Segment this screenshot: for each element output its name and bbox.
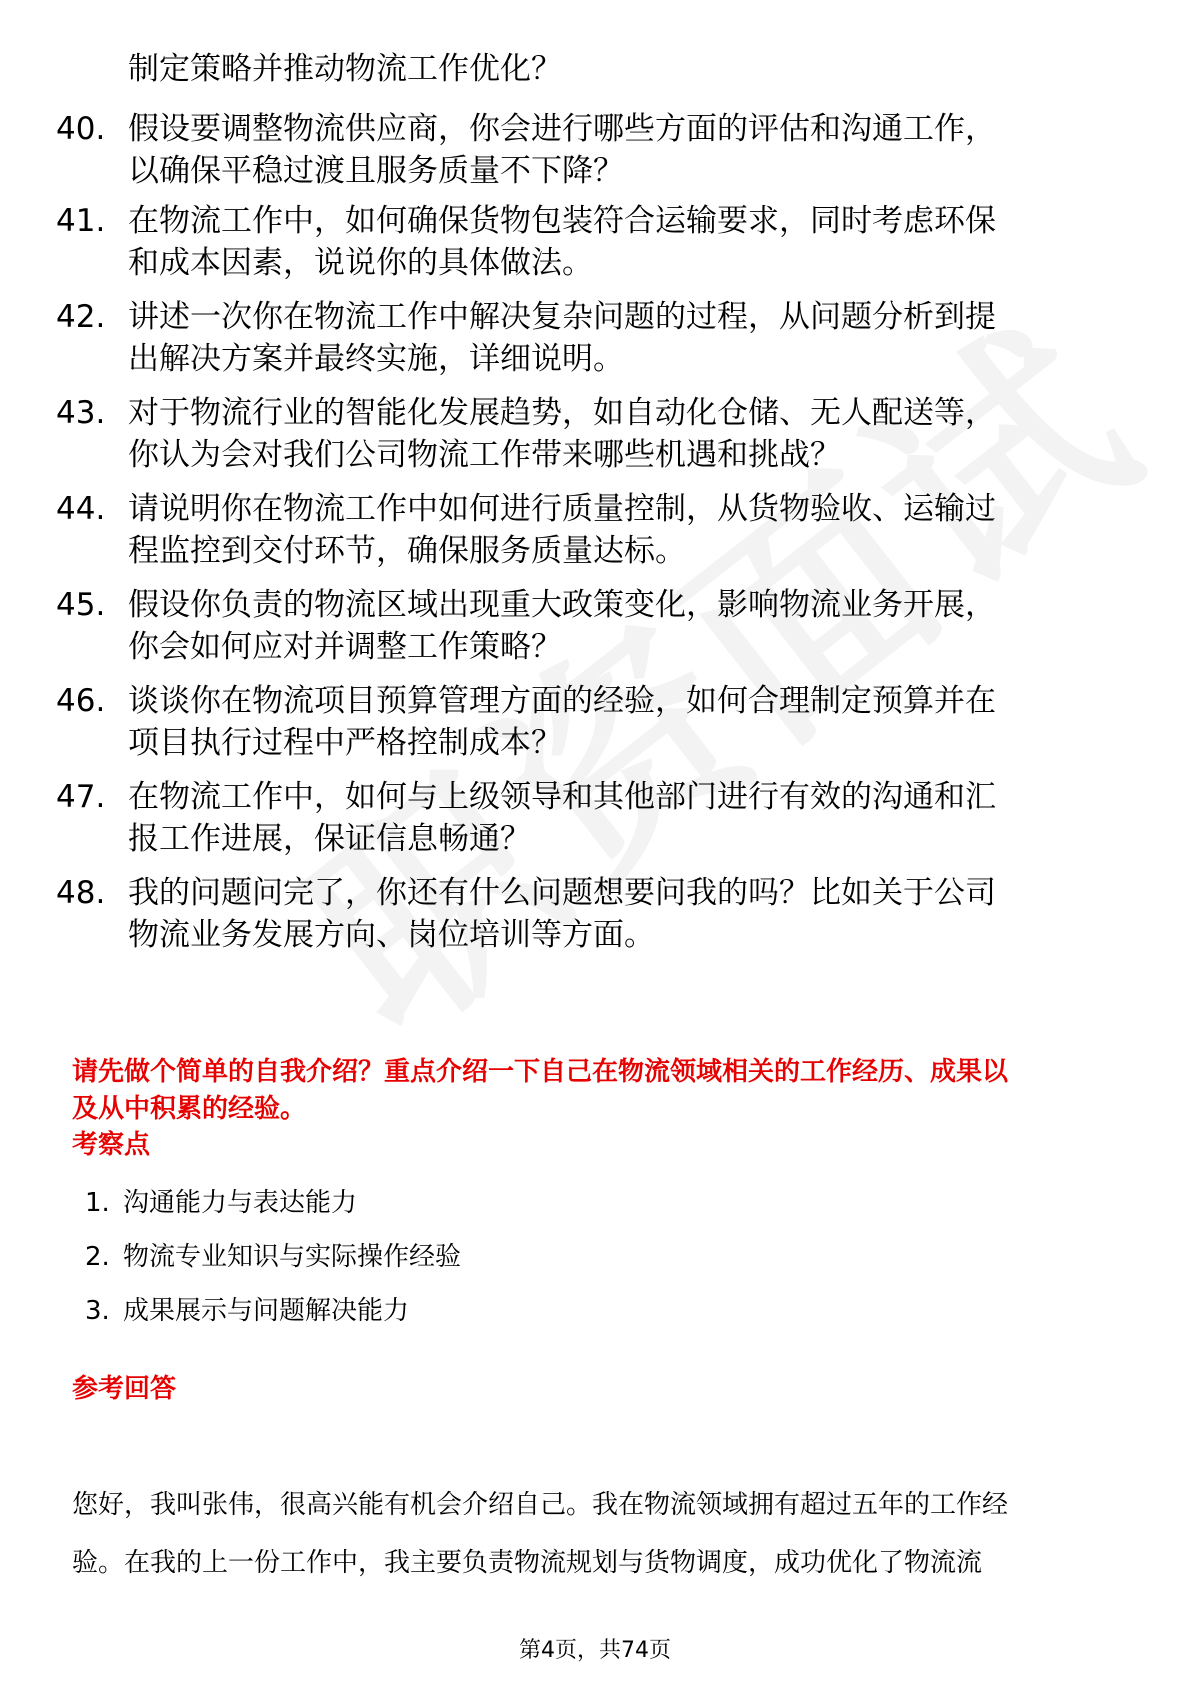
question-text-line: 程监控到交付环节，确保服务质量达标。 bbox=[128, 533, 686, 569]
answer-line: 验。在我的上一份工作中，我主要负责物流规划与货物调度，成功优化了物流流 bbox=[72, 1548, 983, 1578]
question-text-line: 在物流工作中，如何确保货物包装符合运输要求，同时考虑环保 bbox=[128, 203, 996, 239]
question-number: 48. bbox=[56, 875, 106, 911]
points-heading: 考察点 bbox=[72, 1130, 151, 1160]
question-text-line: 请说明你在物流工作中如何进行质量控制，从货物验收、运输过 bbox=[128, 491, 996, 527]
question-text-line: 制定策略并推动物流工作优化？ bbox=[128, 51, 562, 87]
question-text-line: 报工作进展，保证信息畅通？ bbox=[128, 821, 531, 857]
question-number: 44. bbox=[56, 491, 106, 527]
question-text-line: 和成本因素，说说你的具体做法。 bbox=[128, 245, 593, 281]
question-text-line: 你认为会对我们公司物流工作带来哪些机遇和挑战？ bbox=[128, 437, 841, 473]
question-text-line: 出解决方案并最终实施，详细说明。 bbox=[128, 341, 624, 377]
point-text: 成果展示与问题解决能力 bbox=[123, 1296, 410, 1326]
answer-paragraph bbox=[72, 1476, 1132, 1592]
point-text: 物流专业知识与实际操作经验 bbox=[123, 1242, 462, 1272]
question-text-line: 假设你负责的物流区域出现重大政策变化，影响物流业务开展， bbox=[128, 587, 996, 623]
answer-line: 您好，我叫张伟，很高兴能有机会介绍自己。我在物流领域拥有超过五年的工作经 bbox=[72, 1490, 1009, 1520]
question-text-line: 假设要调整物流供应商，你会进行哪些方面的评估和沟通工作， bbox=[128, 111, 996, 147]
featured-question-title bbox=[72, 1054, 1132, 1128]
question-text-line: 对于物流行业的智能化发展趋势，如自动化仓储、无人配送等， bbox=[128, 395, 996, 431]
question-number: 41. bbox=[56, 203, 106, 239]
featured-title-line: 请先做个简单的自我介绍？重点介绍一下自己在物流领域相关的工作经历、成果以 bbox=[72, 1057, 1009, 1087]
question-number: 45. bbox=[56, 587, 106, 623]
answer-heading: 参考回答 bbox=[72, 1374, 177, 1404]
question-text-line: 以确保平稳过渡且服务质量不下降？ bbox=[128, 153, 624, 189]
point-number: 1. bbox=[85, 1188, 110, 1218]
question-number: 43. bbox=[56, 395, 106, 431]
point-number: 2. bbox=[85, 1242, 110, 1272]
question-text-line: 讲述一次你在物流工作中解决复杂问题的过程，从问题分析到提 bbox=[128, 299, 996, 335]
question-text-line: 在物流工作中，如何与上级领导和其他部门进行有效的沟通和汇 bbox=[128, 779, 996, 815]
question-text-line: 谈谈你在物流项目预算管理方面的经验，如何合理制定预算并在 bbox=[128, 683, 996, 719]
question-number: 47. bbox=[56, 779, 106, 815]
question-text-line: 物流业务发展方向、岗位培训等方面。 bbox=[128, 917, 655, 953]
page-number-footer: 第4页，共74页 bbox=[519, 1638, 671, 1663]
question-number: 40. bbox=[56, 111, 106, 147]
question-number: 42. bbox=[56, 299, 106, 335]
point-number: 3. bbox=[85, 1296, 110, 1326]
featured-title-line: 及从中积累的经验。 bbox=[72, 1094, 307, 1124]
question-text-line: 你会如何应对并调整工作策略？ bbox=[128, 629, 562, 665]
question-text-line: 我的问题问完了，你还有什么问题想要问我的吗？比如关于公司 bbox=[128, 875, 996, 911]
point-text: 沟通能力与表达能力 bbox=[123, 1188, 358, 1218]
question-number: 46. bbox=[56, 683, 106, 719]
question-text-line: 项目执行过程中严格控制成本？ bbox=[128, 725, 562, 761]
